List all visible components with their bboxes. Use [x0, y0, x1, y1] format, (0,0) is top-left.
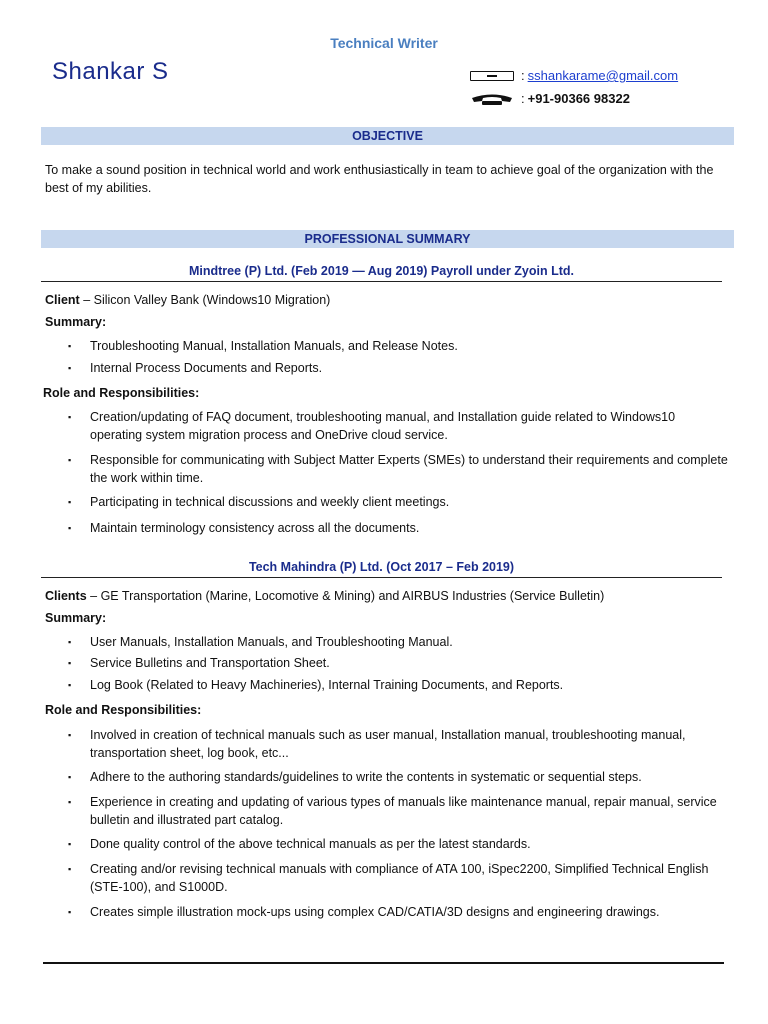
list-item-text: Experience in creating and updating of various types of manuals like maintenance manual, repair manual, service bulletin and illustrated part catalog.: [90, 795, 717, 827]
list-item: [68, 835, 728, 853]
job-title: Technical Writer: [330, 35, 438, 51]
list-item-text: Involved in creation of technical manuals such as user manual, Installation manual, troubleshooting manual, transportation sheet, log book, etc...: [90, 728, 686, 760]
bullet-icon: ▪: [68, 839, 72, 849]
client-label: Clients: [45, 589, 87, 603]
list-item-text: Adhere to the authoring standards/guidelines to write the contents in systematic or sequential steps.: [90, 770, 642, 784]
company-heading: Tech Mahindra (P) Ltd. (Oct 2017 – Feb 2019): [41, 560, 722, 578]
client-label: Client: [45, 293, 80, 307]
phone-row: [470, 91, 630, 106]
list-item-text: Participating in technical discussions and weekly client meetings.: [90, 495, 450, 509]
bullet-icon: ▪: [68, 637, 72, 647]
list-item: [68, 768, 728, 786]
list-item-text: Maintain terminology consistency across all the documents.: [90, 521, 420, 535]
list-item-text: Creating and/or revising technical manuals with compliance of ATA 100, iSpec2200, Simplified Technical English (STE-100), and S1000D.: [90, 862, 709, 894]
bullet-icon: ▪: [68, 341, 72, 351]
objective-text: To make a sound position in technical world and work enthusiastically in team to achieve goal of the organization with the best of my abilities.: [45, 163, 714, 195]
separator: :: [521, 91, 525, 106]
client-line: [45, 292, 735, 308]
company-heading: Mindtree (P) Ltd. (Feb 2019 — Aug 2019) Payroll under Zyoin Ltd.: [41, 264, 722, 282]
list-item: [68, 408, 728, 444]
list-item: [68, 793, 728, 829]
separator: :: [521, 68, 525, 83]
list-item-text: Responsible for communicating with Subject Matter Experts (SMEs) to understand their requirements and complete the work within time.: [90, 453, 728, 485]
client-line: [45, 588, 735, 604]
candidate-name: Shankar S: [52, 58, 169, 85]
footer-divider: [43, 962, 724, 964]
list-item-text: Troubleshooting Manual, Installation Manuals, and Release Notes.: [90, 339, 458, 353]
email-row: [470, 68, 678, 83]
bullet-icon: ▪: [68, 455, 72, 465]
list-item: [68, 451, 728, 487]
bullet-icon: ▪: [68, 497, 72, 507]
bullet-icon: ▪: [68, 730, 72, 740]
client-text: – Silicon Valley Bank (Windows10 Migration): [79, 293, 331, 307]
list-item-text: Creation/updating of FAQ document, troubleshooting manual, and Installation guide related to Windows10 operating system migration process and OneDrive cloud service.: [90, 410, 676, 442]
bullet-icon: ▪: [68, 363, 72, 373]
professional-summary-heading: PROFESSIONAL SUMMARY: [41, 230, 734, 248]
list-item-text: User Manuals, Installation Manuals, and Troubleshooting Manual.: [90, 635, 453, 649]
list-item: [68, 676, 728, 694]
list-item: [68, 633, 728, 651]
roles-label: Role and Responsibilities:: [45, 703, 202, 717]
list-item: [68, 860, 728, 896]
summary-label: Summary:: [45, 611, 107, 625]
list-item-text: Done quality control of the above technical manuals as per the latest standards.: [90, 837, 531, 851]
phone-number: +91-90366 98322: [527, 91, 630, 106]
summary-label: Summary:: [45, 315, 107, 329]
objective-heading: OBJECTIVE: [41, 127, 734, 145]
list-item: [68, 726, 728, 762]
email-icon: [470, 71, 514, 81]
list-item-text: Log Book (Related to Heavy Machineries), Internal Training Documents, and Reports.: [90, 678, 564, 692]
bullet-icon: ▪: [68, 864, 72, 874]
bullet-icon: ▪: [68, 412, 72, 422]
email-link[interactable]: sshankarame@gmail.com: [527, 68, 679, 83]
list-item: [68, 903, 728, 921]
bullet-icon: ▪: [68, 523, 72, 533]
list-item: [68, 359, 728, 377]
list-item: [68, 493, 728, 511]
phone-icon: [470, 93, 514, 105]
list-item-text: Internal Process Documents and Reports.: [90, 361, 323, 375]
bullet-icon: ▪: [68, 797, 72, 807]
list-item-text: Creates simple illustration mock-ups using complex CAD/CATIA/3D designs and engineering drawings.: [90, 905, 660, 919]
bullet-icon: ▪: [68, 772, 72, 782]
list-item: [68, 654, 728, 672]
list-item: [68, 519, 728, 537]
bullet-icon: ▪: [68, 680, 72, 690]
bullet-icon: ▪: [68, 907, 72, 917]
client-text: – GE Transportation (Marine, Locomotive & Mining) and AIRBUS Industries (Service Bulletin): [86, 589, 605, 603]
roles-label: Role and Responsibilities:: [43, 386, 200, 400]
list-item-text: Service Bulletins and Transportation Sheet.: [90, 656, 330, 670]
bullet-icon: ▪: [68, 658, 72, 668]
list-item: [68, 337, 728, 355]
